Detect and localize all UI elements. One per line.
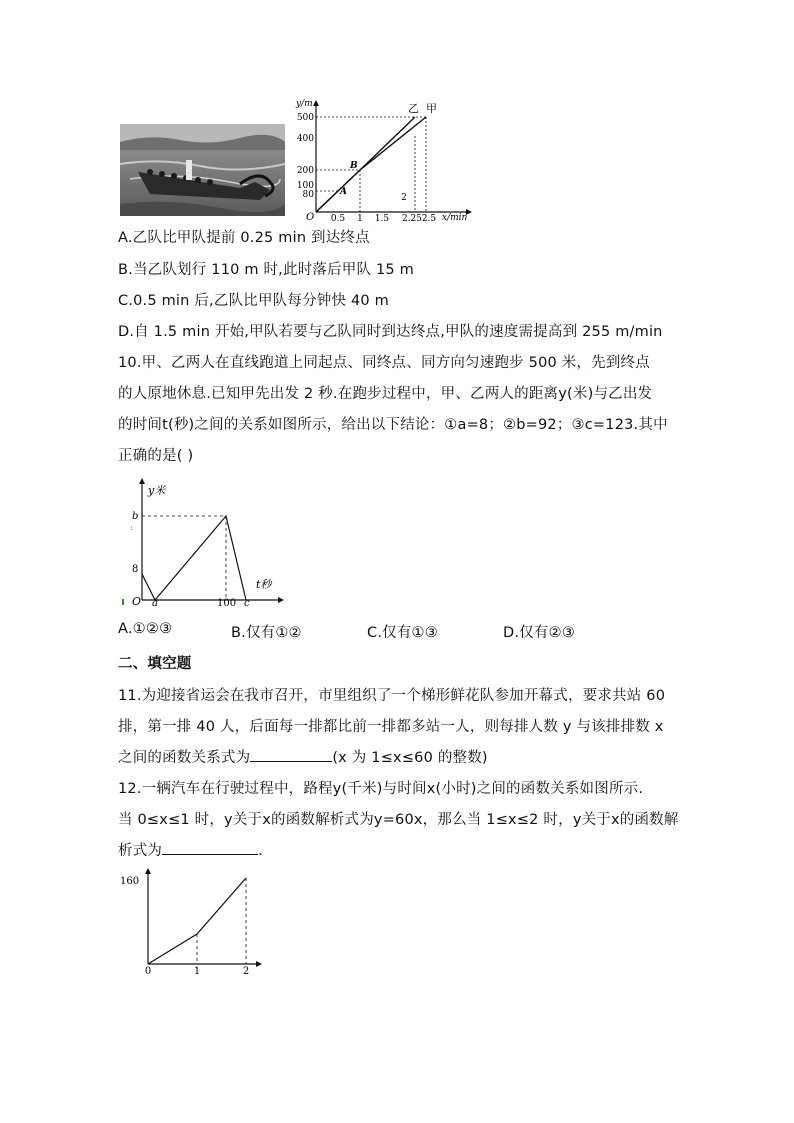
x-tick: 2.25 <box>401 214 423 222</box>
c-label: c <box>244 598 250 609</box>
series-jia <box>316 117 426 212</box>
x-axis-arrow <box>256 961 262 967</box>
y-axis-arrow <box>145 868 151 874</box>
dragon-boat-photo <box>120 124 285 216</box>
q12-line-1: 12.一辆汽车在行驶过程中，路程y(千米)与时间x(小时)之间的函数关系如图所示. <box>118 781 644 797</box>
point-a-label: A <box>340 187 347 197</box>
origin-label: O <box>306 212 315 222</box>
x-tick-labels <box>331 193 437 222</box>
label-yi: 乙 <box>408 102 419 115</box>
running-distance-graph <box>118 476 288 610</box>
q9-option-c: C.0.5 min 后,乙队比甲队每分钟快 40 m <box>118 293 389 309</box>
guide-lines <box>316 117 426 212</box>
x-tick: 1 <box>193 966 201 977</box>
q12-line-3 <box>118 839 263 860</box>
distance-line <box>148 878 246 964</box>
guide-lines <box>197 878 246 964</box>
q9-option-d: D.自 1.5 min 开始,甲队若要与乙队同时到达终点,甲队的速度需提高到 255 m/min <box>118 324 663 340</box>
q10-line-1: 10.甲、乙两人在直线跑道上同起点、同终点、同方向匀速跑步 500 米，先到终点 <box>118 355 650 371</box>
q10-option-a: A.①②③ <box>118 621 173 637</box>
boat-race-graph <box>290 96 480 222</box>
q12-answer-blank[interactable] <box>162 840 258 855</box>
q10-line-4: 正确的是( ) <box>118 448 194 464</box>
y-tick: 400 <box>296 134 314 144</box>
q10-option-d: D.仅有②③ <box>503 625 575 641</box>
x-axis-label: x/min <box>442 213 468 222</box>
guide-lines <box>142 516 226 600</box>
a-label: a <box>152 598 158 609</box>
label-jia: 甲 <box>426 102 437 115</box>
section-title: 二、填空题 <box>118 656 192 672</box>
q10-line-2: 的人原地休息.已知甲先出发 2 秒.在跑步过程中，甲、乙两人的距离y(米)与乙出发 <box>118 386 653 402</box>
eight-label: 8 <box>132 564 139 575</box>
q10-option-b: B.仅有①② <box>231 625 302 641</box>
q10-option-c: C.仅有①③ <box>367 625 438 641</box>
y-axis-arrow <box>139 478 145 484</box>
x-axis-arrow <box>278 597 284 603</box>
q9-option-b: B.当乙队划行 110 m 时,此时落后甲队 15 m <box>118 262 414 278</box>
point-b-label: B <box>350 161 358 171</box>
y-tick-labels <box>297 113 314 200</box>
y-tick: 80 <box>302 190 314 200</box>
x-tick: 1 <box>357 214 363 222</box>
q11-line-2: 排，第一排 40 人，后面每一排都比前一排都多站一人，则每排人数 y 与该排排数 x <box>118 719 664 735</box>
x-tick: 2 <box>401 193 407 203</box>
y-tick: 200 <box>296 166 314 176</box>
x-tick: 2.5 <box>421 214 437 222</box>
y-tick: 500 <box>296 113 314 123</box>
q11-line-3 <box>118 746 488 767</box>
x-tick: 2 <box>242 966 250 977</box>
y-axis-arrow <box>313 100 319 106</box>
q12-line-3-suffix: . <box>258 843 263 859</box>
q11-answer-blank[interactable] <box>250 747 332 762</box>
car-distance-graph <box>118 866 268 978</box>
y-tick: 100 <box>296 181 314 191</box>
x-tick: 0 <box>144 966 152 977</box>
distance-line <box>142 516 246 600</box>
hundred-label: 100 <box>217 598 237 609</box>
q11-line-3-prefix: 之间的函数关系式为 <box>118 750 251 766</box>
q11-line-1: 11.为迎接省运会在我市召开，市里组织了一个梯形鲜花队参加开幕式，要求共站 60 <box>118 688 666 704</box>
q10-line-3: 的时间t(秒)之间的关系如图所示，给出以下结论：①a=8；②b=92；③c=123.其中 <box>118 417 668 433</box>
dragon-boat-photo-image <box>120 124 285 216</box>
q12-line-2: 当 0≤x≤1 时，y关于x的函数解析式为y=60x，那么当 1≤x≤2 时，y关于x的函数解 <box>118 812 679 828</box>
origin-label: O <box>132 595 142 608</box>
b-dots: : <box>130 523 133 532</box>
q12-line-3-prefix: 析式为 <box>118 843 163 859</box>
green-marker <box>122 599 124 605</box>
y-axis-label: y米 <box>148 484 166 497</box>
x-axis-label: t秒 <box>256 578 272 591</box>
b-label: b <box>132 511 139 522</box>
q11-line-3-suffix: (x 为 1≤x≤60 的整数) <box>332 750 488 766</box>
x-tick: 1.5 <box>374 214 390 222</box>
q9-option-a: A.乙队比甲队提前 0.25 min 到达终点 <box>118 230 370 246</box>
y-tick: 160 <box>120 876 140 887</box>
y-axis-label: y/m <box>296 99 313 109</box>
x-tick: 0.5 <box>330 214 346 222</box>
